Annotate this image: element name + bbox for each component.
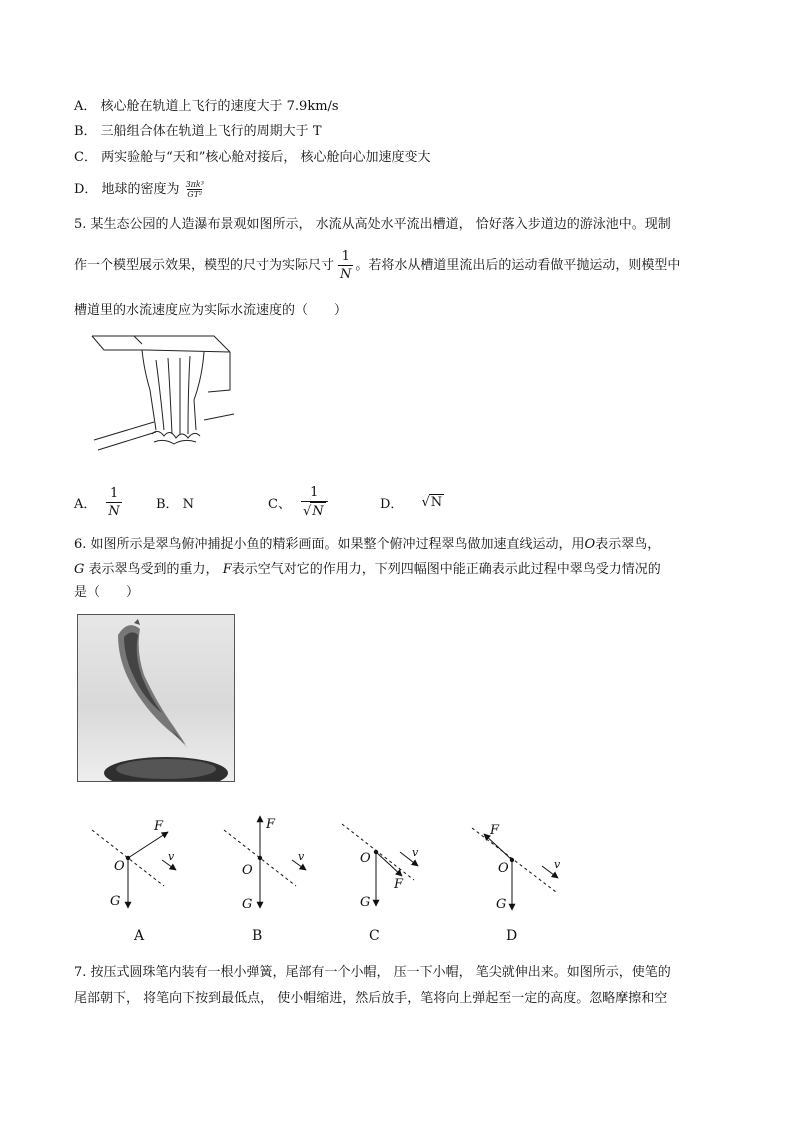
diagram-c-f-label: F bbox=[394, 877, 404, 892]
diagram-c-g-label: G bbox=[360, 895, 371, 910]
q6-stem-line-1 bbox=[74, 536, 660, 554]
diagram-d-v-label: v bbox=[554, 858, 561, 871]
q5-stem-line-2-post: 。若将水从槽道里流出后的运动看做平抛运动，则模型中 bbox=[355, 257, 681, 273]
diagram-c-v-label: v bbox=[412, 846, 419, 859]
q6-stem-line-3: 是（ ） bbox=[74, 585, 140, 600]
q6-symbol-f: F bbox=[222, 562, 232, 577]
q5-stem-line-3: 槽道里的水流速度应为实际水流速度的（ ） bbox=[74, 303, 348, 318]
q5-option-b: B． N bbox=[156, 496, 195, 512]
diagram-c-caption: C bbox=[369, 928, 380, 944]
q5-options bbox=[74, 480, 694, 524]
diagram-b-v-label: v bbox=[298, 850, 305, 863]
q5-option-d-label: D． bbox=[380, 496, 404, 512]
q7-stem-line-1: 7. 按压式圆珠笔内装有一根小弹簧，尾部有一个小帽， 压一下小帽， 笔尖就伸出来。如图所示，使笔的 bbox=[74, 965, 671, 980]
q6-symbol-o: O bbox=[584, 537, 596, 552]
q5-option-d-sqrt: √N bbox=[421, 495, 443, 510]
scale-fraction bbox=[338, 248, 353, 283]
q4-option-b: B． 三船组合体在轨道上飞行的周期大于 T bbox=[74, 124, 322, 139]
q5-option-c-numerator: 1 bbox=[310, 485, 319, 500]
q5-option-a-denominator: N bbox=[108, 503, 120, 519]
q5-stem-line-2-pre: 作一个模型展示效果，模型的尺寸为实际尺寸 bbox=[74, 257, 335, 273]
diagram-d-o-label: O bbox=[498, 861, 509, 876]
q4-option-d bbox=[74, 180, 204, 199]
diagram-c-o-label: O bbox=[360, 851, 371, 866]
scale-fraction-numerator: 1 bbox=[341, 249, 350, 264]
q4-option-c: C． 两实验舱与“天和”核心舱对接后， 核心舱向心加速度变大 bbox=[74, 150, 431, 165]
q5-option-c-label: C、 bbox=[268, 496, 291, 512]
q5-option-a-fraction bbox=[106, 485, 121, 520]
q6-symbol-g: G bbox=[74, 562, 85, 577]
diagram-a-f-label: F bbox=[154, 819, 164, 834]
diagram-b-caption: B bbox=[252, 928, 263, 944]
q6-stem-line-2-mid: 表示翠鸟受到的重力， bbox=[88, 562, 219, 577]
q5-option-d-radicand: N bbox=[430, 495, 443, 510]
q6-stem-line-2 bbox=[74, 561, 661, 579]
q4-option-a: A． 核心舱在轨道上飞行的速度大于 7.9km/s bbox=[74, 99, 339, 114]
q5-option-c-fraction bbox=[301, 484, 328, 520]
waterfall-figure bbox=[84, 330, 244, 458]
q5-option-c bbox=[268, 480, 328, 524]
diagram-d-caption: D bbox=[506, 928, 518, 944]
q6-stem-line-1-pre: 6. 如图所示是翠鸟俯冲捕捉小鱼的精彩画面。如果整个俯冲过程翠鸟做加速直线运动，用 bbox=[74, 537, 585, 552]
force-diagrams bbox=[84, 810, 584, 950]
q5-option-a bbox=[74, 480, 122, 524]
diagram-d-g-label: G bbox=[496, 897, 507, 912]
scale-fraction-denominator: N bbox=[340, 267, 352, 282]
diagram-a-caption: A bbox=[134, 928, 145, 944]
density-fraction bbox=[186, 180, 204, 199]
q5-option-d bbox=[380, 480, 444, 524]
density-numerator: 3πk³ bbox=[185, 180, 204, 189]
diagram-b-g-label: G bbox=[242, 897, 253, 912]
q4-option-d-label: D． 地球的密度为 bbox=[74, 182, 180, 197]
q5-stem-line-2 bbox=[74, 248, 680, 283]
q6-stem-line-2-post: 表示空气对它的作用力，下列四幅图中能正确表示此过程中翠鸟受力情况的 bbox=[231, 562, 661, 577]
diagram-d-f-label: F bbox=[490, 823, 500, 838]
diagram-b-o-label: O bbox=[242, 863, 253, 878]
diagram-a-o-label: O bbox=[114, 859, 125, 874]
q5-option-a-numerator: 1 bbox=[109, 485, 119, 501]
q5-stem-line-1: 5. 某生态公园的人造瀑布景观如图所示， 水流从高处水平流出槽道， 恰好落入步道边的游泳池中。现制 bbox=[74, 217, 671, 232]
q5-option-c-denominator: √N bbox=[301, 501, 328, 520]
q5-option-a-label: A． bbox=[74, 496, 97, 512]
kingfisher-photo bbox=[77, 614, 235, 782]
q5-option-c-radicand: N bbox=[312, 504, 324, 519]
q6-stem-line-1-post: 表示翠鸟， bbox=[595, 537, 661, 552]
diagram-a-g-label: G bbox=[110, 894, 121, 909]
q7-stem-line-2: 尾部朝下， 将笔向下按到最低点， 使小帽缩进，然后放手，笔将向上弹起至一定的高度。忽略摩擦和空 bbox=[74, 991, 668, 1006]
diagram-b-f-label: F bbox=[266, 817, 276, 832]
density-denominator: GT² bbox=[187, 190, 203, 199]
diagram-a-v-label: v bbox=[168, 850, 175, 863]
